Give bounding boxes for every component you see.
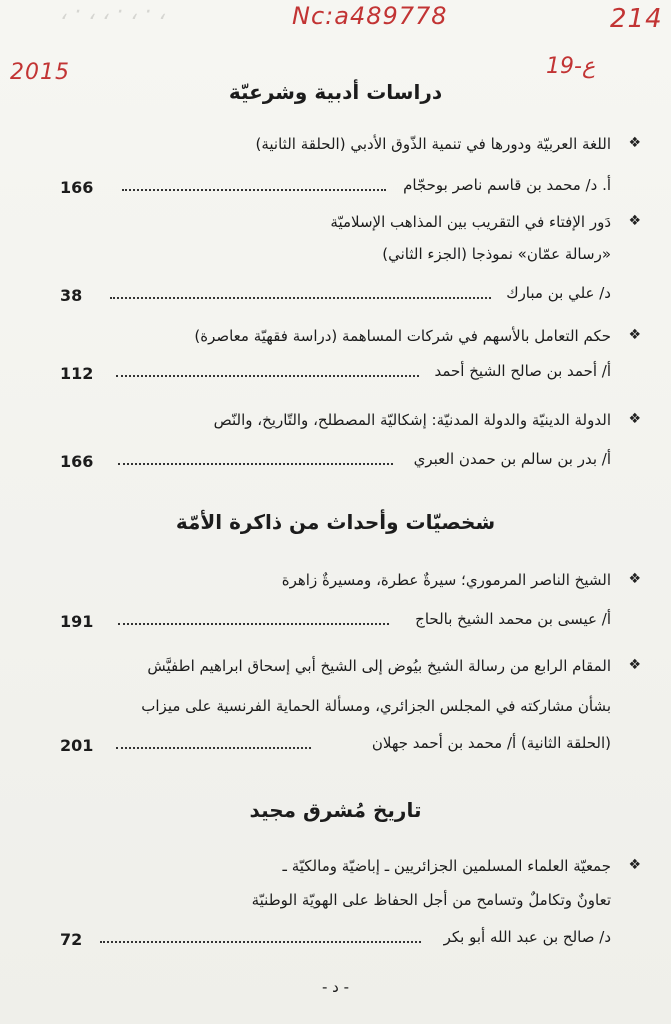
handwritten-volume-note: 19-ع: [546, 54, 596, 79]
leader-dots: [122, 189, 386, 191]
entry-title-line: جمعيّة العلماء المسلمين الجزائريين ـ إباضيّة ومالكيّة ـ: [282, 857, 611, 875]
author-row: [60, 610, 611, 632]
entry-title-line: تعاونٌ وتكاملٌ وتسامح من أجل الحفاظ على الهويّة الوطنيّة: [251, 891, 611, 909]
author-row: [60, 362, 611, 384]
diamond-bullet-icon: ❖: [628, 411, 641, 427]
entry-author: أ/ عيسى بن محمد الشيخ بالحاج: [415, 610, 611, 628]
handwritten-year-note: 2015: [10, 60, 70, 85]
entry-author: أ/ أحمد بن صالح الشيخ أحمد: [434, 362, 611, 380]
section-title: دراسات أدبية وشرعيّة: [228, 80, 443, 104]
leader-dots: [118, 623, 389, 625]
toc-entry[interactable]: [60, 326, 641, 386]
diamond-bullet-icon: ❖: [628, 657, 641, 673]
entry-page-number: 112: [60, 364, 94, 383]
entry-page-number: 201: [60, 736, 94, 755]
diamond-bullet-icon: ❖: [628, 857, 641, 873]
section-title: تاريخ مُشرق مجيد: [249, 798, 422, 822]
entry-author: (الحلقة الثانية) أ/ محمد بن أحمد جهلان: [371, 734, 611, 752]
diamond-bullet-icon: ❖: [628, 571, 641, 587]
entry-page-number: 166: [60, 452, 94, 471]
entry-author: أ. د/ محمد بن قاسم ناصر بوحجّام: [403, 176, 611, 194]
diamond-bullet-icon: ❖: [628, 327, 641, 343]
entry-title-line: اللغة العربيّة ودورها في تنمية الذّوق الأدبي (الحلقة الثانية): [255, 135, 611, 153]
leader-dots: [110, 297, 491, 299]
entry-author: د/ صالح بن عبد الله أبو بكر: [443, 928, 611, 946]
toc-entry[interactable]: [60, 570, 641, 631]
handwritten-page-note: 214: [610, 4, 663, 34]
toc-entry[interactable]: [60, 410, 641, 471]
entry-title-line: المقام الرابع من رسالة الشيخ بيُوض إلى الشيخ أبي إسحاق ابراهيم اطفيَّش: [147, 657, 611, 675]
entry-title-line: حكم التعامل بالأسهم في شركات المساهمة (دراسة فقهيّة معاصرة): [194, 327, 611, 345]
entry-page-number: 166: [60, 178, 94, 197]
leader-dots: [100, 941, 421, 943]
entry-author: د/ علي بن مبارك: [506, 284, 611, 302]
toc-entry[interactable]: [60, 212, 641, 305]
author-row: [60, 734, 611, 756]
entry-title-line: «رسالة عمّان» نموذجا (الجزء الثاني): [382, 245, 611, 263]
entry-title-line: دَور الإفتاء في التقريب بين المذاهب الإسلاميّة: [330, 213, 611, 231]
page-footer-number: - د -: [321, 978, 350, 996]
toc-entry[interactable]: [60, 134, 641, 197]
leader-dots: [118, 463, 393, 465]
diamond-bullet-icon: ❖: [628, 213, 641, 229]
author-row: [60, 284, 611, 306]
diamond-bullet-icon: ❖: [628, 135, 641, 151]
entry-page-number: 72: [60, 930, 83, 949]
faint-bleed-through: ، · ، ، · ، · ،: [60, 0, 166, 25]
entry-title-line: بشأن مشاركته في المجلس الجزائري، ومسألة الحماية الفرنسية على ميزاب: [141, 697, 611, 715]
handwritten-id-note: Nc:a489778: [292, 2, 448, 30]
leader-dots: [116, 375, 419, 377]
author-row: [60, 928, 611, 950]
entry-title-line: الدولة الدينيّة والدولة المدنيّة: إشكاليّة المصطلح، والتّاريخ، والنّص: [213, 411, 611, 429]
entry-title-line: الشيخ الناصر المرموري؛ سيرةٌ عطرة، ومسيرةٌ زاهرة: [281, 571, 611, 589]
entry-page-number: 38: [60, 286, 83, 305]
author-row: [60, 176, 611, 198]
leader-dots: [116, 747, 311, 749]
section-title: شخصيّات وأحداث من ذاكرة الأمّة: [175, 510, 496, 534]
entry-author: أ/ بدر بن سالم بن حمدن العبري: [413, 450, 611, 468]
toc-entry[interactable]: [60, 856, 641, 949]
toc-entry[interactable]: [60, 656, 641, 766]
author-row: [60, 450, 611, 472]
entry-page-number: 191: [60, 612, 94, 631]
